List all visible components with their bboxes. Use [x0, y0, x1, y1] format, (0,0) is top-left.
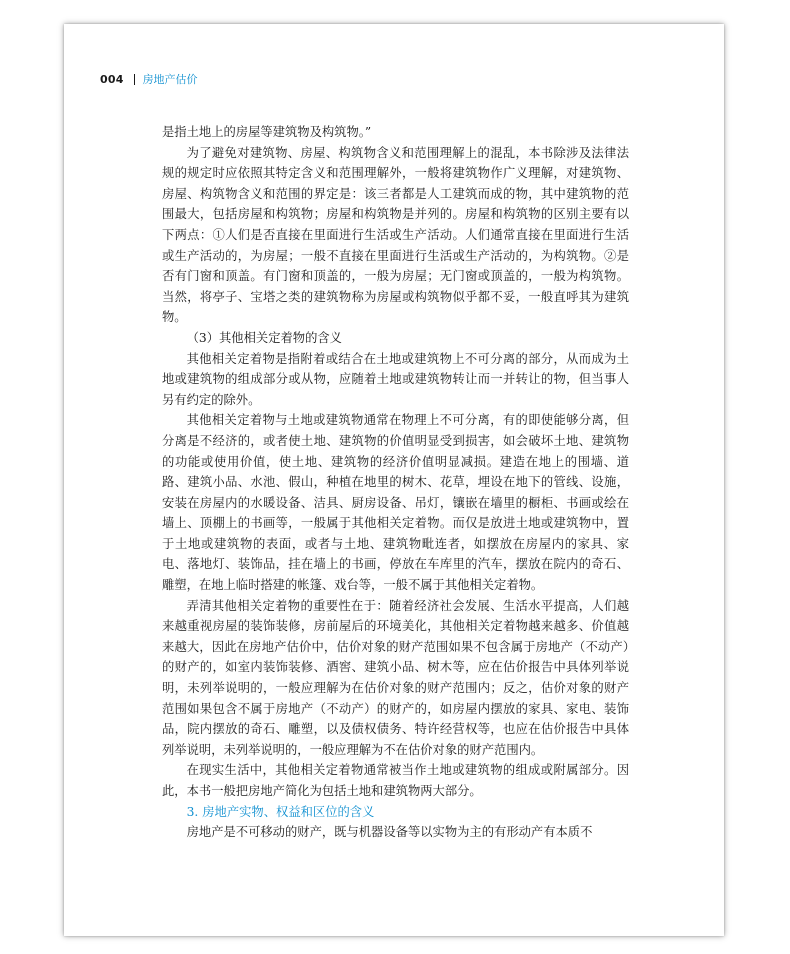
paragraph: 在现实生活中，其他相关定着物通常被当作土地或建筑物的组成或附属部分。因此，本书一般把房地产简化为包括土地和建筑物两大部分。: [162, 763, 629, 798]
paragraph: 为了避免对建筑物、房屋、构筑物含义和范围理解上的混乱，本书除涉及法律法规的规定时应依照其特定含义和范围理解外，一般将建筑物作广义理解，对建筑物、房屋、构筑物含义和范围的界定是：该三者都是人工建筑而成的物，其中建筑物的范围最大，包括房屋和构筑物；房屋和构筑物是并列的。房屋和构筑物的区别主要有以下两点：①人们是否直接在里面进行生活或生产活动。人们通常直接在里面进行生活或生产活动的，为房屋；一般不直接在里面进行生活或生产活动的，为构筑物。②是否有门窗和顶盖。有门窗和顶盖的，一般为房屋；无门窗或顶盖的，一般为构筑物。当然，将亭子、宝塔之类的建筑物称为房屋或构筑物似乎都不妥，一般直呼其为建筑物。: [162, 145, 629, 325]
book-title: 房地产估价: [142, 73, 198, 86]
section-heading: 3. 房地产实物、权益和区位的含义: [186, 804, 375, 819]
paragraph: 房地产是不可移动的财产，既与机器设备等以实物为主的有形动产有本质不: [186, 825, 593, 840]
page-number: 004: [100, 72, 124, 86]
page-body: [162, 122, 629, 843]
paragraph: 其他相关定着物与土地或建筑物通常在物理上不可分离，有的即使能够分离，但分离是不经济的，或者使土地、建筑物的价值明显受到损害，如会破坏土地、建筑物的功能或使用价值，使土地、建筑物的经济价值明显减损。建造在地上的围墙、道路、建筑小品、水池、假山，种植在地里的树木、花草，埋设在地下的管线、设施，安装在房屋内的水暖设备、洁具、厨房设备、吊灯，镶嵌在墙里的橱柜、书画或绘在墙上、顶棚上的书画等，一般属于其他相关定着物。而仅是放进土地或建筑物中，置于土地或建筑物的表面，或者与土地、建筑物毗连者，如摆放在房屋内的家具、家电、落地灯、装饰品，挂在墙上的书画，停放在车库里的汽车，摆放在院内的奇石、雕塑，在地上临时搭建的帐篷、戏台等，一般不属于其他相关定着物。: [162, 413, 629, 593]
paragraph-continued: 是指土地上的房屋等建筑物及构筑物。”: [162, 125, 372, 139]
running-header: [100, 70, 198, 88]
header-separator: [134, 74, 135, 85]
paragraph: 弄清其他相关定着物的重要性在于：随着经济社会发展、生活水平提高，人们越来越重视房屋的装饰装修，房前屋后的环境美化，其他相关定着物越来越多、价值越来越大，因此在房地产估价中，估价对象的财产范围如果不包含属于房地产（不动产）的财产的，如室内装饰装修、酒窖、建筑小品、树木等，应在估价报告中具体列举说明，未列举说明的，一般应理解为在估价对象的财产范围内；反之，估价对象的财产范围如果包含不属于房地产（不动产）的财产的，如房屋内摆放的家具、家电、装饰品，院内摆放的奇石、雕塑，以及债权债务、特许经营权等，也应在估价报告中具体列举说明，未列举说明的，一般应理解为不在估价对象的财产范围内。: [162, 598, 629, 757]
subsection-heading: （3）其他相关定着物的含义: [186, 330, 342, 345]
paragraph: 其他相关定着物是指附着或结合在土地或建筑物上不可分离的部分，从而成为土地或建筑物的组成部分或从物，应随着土地或建筑物转让而一并转让的物，但当事人另有约定的除外。: [162, 351, 629, 407]
